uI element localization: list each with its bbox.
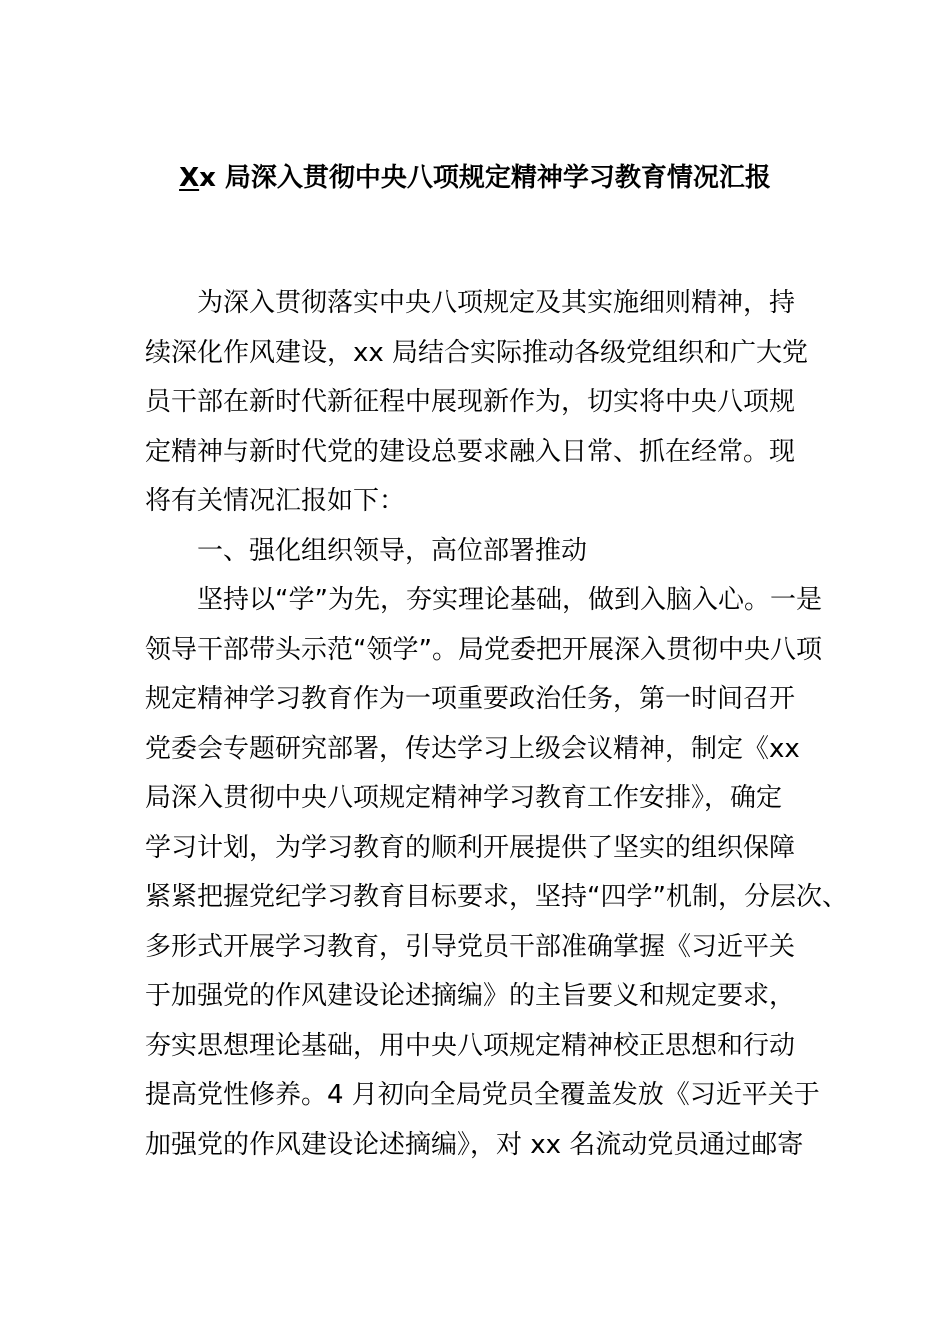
- paragraph-line: 加强党的作风建设论述摘编》，对 xx 名流动党员通过邮寄: [145, 1129, 804, 1160]
- paragraph-line: 学习计划，为学习教育的顺利开展提供了坚实的组织保障: [145, 832, 796, 863]
- title-first-letter: X: [179, 163, 200, 193]
- paragraph-line: 提高党性修养。4 月初向全局党员全覆盖发放《习近平关于: [145, 1080, 820, 1110]
- paragraph-line: 领导干部带头示范“领学”。局党委把开展深入贯彻中央八项: [145, 634, 822, 665]
- paragraph-line: 紧紧把握党纪学习教育目标要求，坚持“四学”机制，分层次、: [145, 882, 848, 912]
- paragraph-line: 党委会专题研究部署，传达学习上级会议精神，制定《xx: [145, 733, 800, 764]
- paragraph-line: 将有关情况汇报如下：: [145, 486, 406, 516]
- document-title: [0, 158, 950, 198]
- paragraph-line: 夯实思想理论基础，用中央八项规定精神校正思想和行动: [145, 1030, 796, 1061]
- paragraph-line: 为深入贯彻落实中央八项规定及其实施细则精神，持: [197, 288, 796, 318]
- paragraph-line: 定精神与新时代党的建设总要求融入日常、抓在经常。现: [145, 436, 796, 467]
- paragraph-line: 续深化作风建设，xx 局结合实际推动各级党组织和广大党: [145, 337, 809, 368]
- paragraph-line: 坚持以“学”为先，夯实理论基础，做到入脑入心。一是: [197, 585, 822, 615]
- paragraph-line: 于加强党的作风建设论述摘编》的主旨要义和规定要求，: [145, 981, 796, 1011]
- document-body: [145, 279, 848, 1170]
- paragraph-line: 局深入贯彻中央八项规定精神学习教育工作安排》，确定: [145, 783, 783, 813]
- paragraph-line: 多形式开展学习教育，引导党员干部准确掌握《习近平关: [145, 931, 796, 962]
- paragraph-line: 员干部在新时代新征程中展现新作为，切实将中央八项规: [145, 387, 796, 417]
- paragraph-line: 规定精神学习教育作为一项重要政治任务，第一时间召开: [145, 684, 796, 714]
- section-heading: 一、强化组织领导，高位部署推动: [197, 535, 588, 566]
- title-rest: x 局深入贯彻中央八项规定精神学习教育情况汇报: [199, 163, 771, 193]
